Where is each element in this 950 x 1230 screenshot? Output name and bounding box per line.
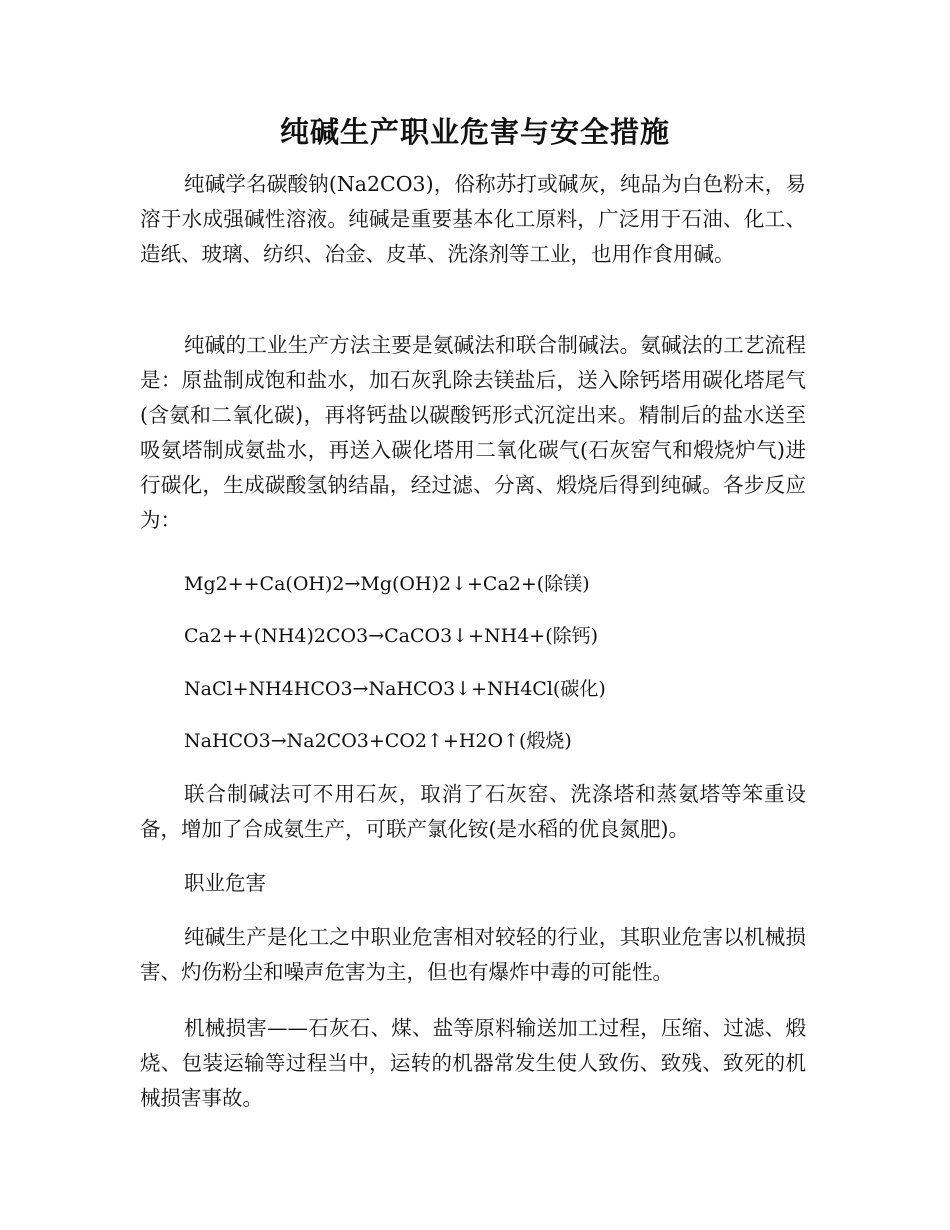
intro-paragraph: 纯碱学名碳酸钠(Na2CO3)，俗称苏打或碱灰，纯品为白色粉末，易溶于水成强碱性溶液。纯碱是重要基本化工原料，广泛用于石油、化工、造纸、玻璃、纺织、冶金、皮革、洗涤剂等工业，也用作食用碱。 <box>140 172 806 266</box>
document-title: 纯碱生产职业危害与安全措施 <box>279 115 670 149</box>
section-heading-occupational-hazards: 职业危害 <box>184 871 266 895</box>
combined-process-paragraph: 联合制碱法可不用石灰，取消了石灰窑、洗涤塔和蒸氨塔等笨重设备，增加了合成氨生产，可联产氯化铵(是水稻的优良氮肥)。 <box>140 782 806 841</box>
process-paragraph: 纯碱的工业生产方法主要是氨碱法和联合制碱法。氨碱法的工艺流程是：原盐制成饱和盐水，加石灰乳除去镁盐后，送入除钙塔用碳化塔尾气(含氨和二氧化碳)，再将钙盐以碳酸钙形式沉淀出来。精制后的盐水送至吸氨塔制成氨盐水，再送入碳化塔用二氧化碳气(石灰窑气和煅烧炉气)进行碳化，生成碳酸氢钠结晶，经过滤、分离、煅烧后得到纯碱。各步反应为： <box>140 333 806 532</box>
equation-remove-calcium: Ca2++(NH4)2CO3→CaCO3↓+NH4+(除钙) <box>184 625 599 647</box>
equation-remove-magnesium: Mg2++Ca(OH)2→Mg(OH)2↓+Ca2+(除镁) <box>184 573 590 595</box>
equation-carbonation: NaCl+NH4HCO3→NaHCO3↓+NH4Cl(碳化) <box>184 678 606 700</box>
hazards-overview-paragraph: 纯碱生产是化工之中职业危害相对较轻的行业，其职业危害以机械损害、灼伤粉尘和噪声危害为主，但也有爆炸中毒的可能性。 <box>140 925 806 984</box>
mechanical-injury-paragraph: 机械损害——石灰石、煤、盐等原料输送加工过程，压缩、过滤、煅烧、包装运输等过程当中，运转的机器常发生使人致伤、致残、致死的机械损害事故。 <box>140 1016 806 1110</box>
equation-calcination: NaHCO3→Na2CO3+CO2↑+H2O↑(煅烧) <box>184 730 572 752</box>
